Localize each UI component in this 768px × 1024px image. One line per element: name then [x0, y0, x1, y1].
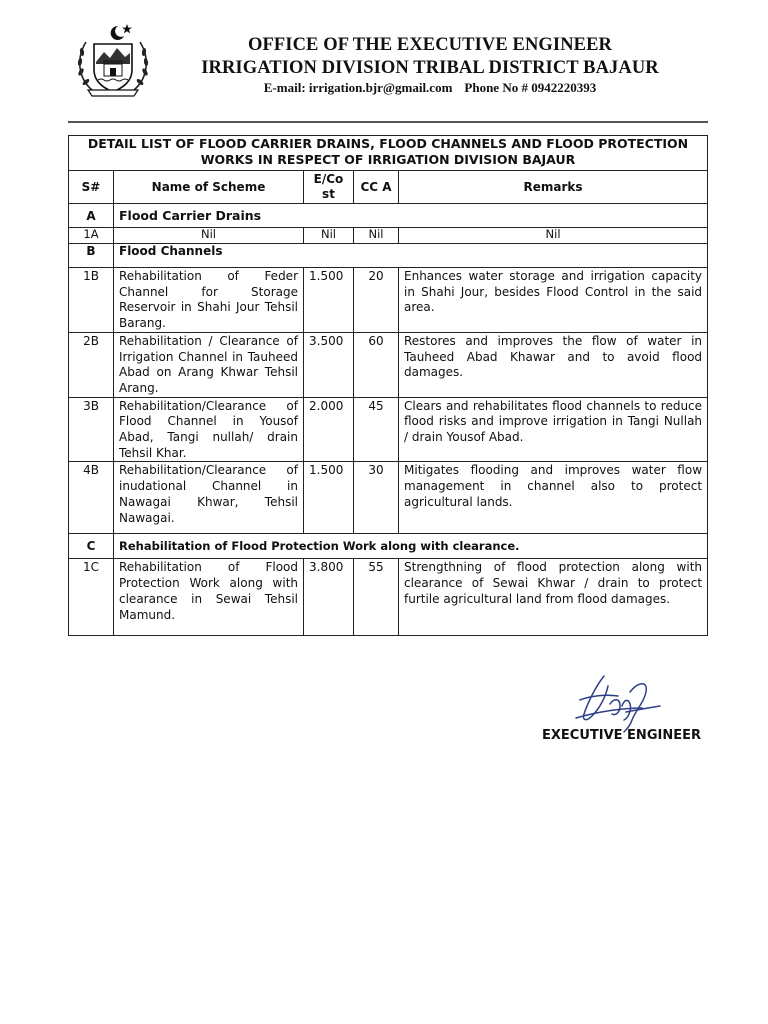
column-header-name: Name of Scheme — [114, 171, 304, 204]
office-heading: OFFICE OF THE EXECUTIVE ENGINEER — [247, 35, 612, 55]
table-row — [69, 268, 708, 333]
cell-sn: 1B — [69, 268, 114, 333]
cell-cost: 3.500 — [304, 332, 354, 397]
contact-line — [150, 80, 710, 96]
table-row — [69, 559, 708, 636]
section-title: Rehabilitation of Flood Protection Work along with clearance. — [114, 534, 708, 559]
cell-name: Rehabilitation of Feder Channel for Storage Reservoir in Shahi Jour Tehsil Barang. — [114, 268, 304, 333]
cell-remarks: Nil — [399, 228, 708, 244]
table-title-row — [69, 136, 708, 171]
section-code: C — [69, 534, 114, 559]
column-header-cost: E/Co st — [304, 171, 354, 204]
column-header-remarks: Remarks — [399, 171, 708, 204]
letterhead-divider — [68, 121, 708, 123]
letterhead — [0, 0, 768, 120]
cell-cca: 20 — [354, 268, 399, 333]
division-heading: IRRIGATION DIVISION TRIBAL DISTRICT BAJAUR — [201, 58, 659, 78]
cell-name: Rehabilitation/Clearance of inudational Channel in Nawagai Khwar, Tehsil Nawagai. — [114, 462, 304, 534]
cell-sn: 2B — [69, 332, 114, 397]
cell-sn: 1C — [69, 559, 114, 636]
cell-cca: 30 — [354, 462, 399, 534]
document-title: DETAIL LIST OF FLOOD CARRIER DRAINS, FLOOD CHANNELS AND FLOOD PROTECTION WORKS IN RESPECT OF IRRIGATION DIVISION BAJAUR — [69, 136, 708, 171]
cell-sn: 3B — [69, 397, 114, 462]
cell-cca: 55 — [354, 559, 399, 636]
table-row — [69, 462, 708, 534]
cell-cost: Nil — [304, 228, 354, 244]
section-row-b — [69, 244, 708, 268]
phone-text: Phone No # 0942220393 — [464, 80, 597, 95]
table-row — [69, 332, 708, 397]
cell-cca: Nil — [354, 228, 399, 244]
section-title: Flood Channels — [114, 244, 708, 268]
cell-remarks: Enhances water storage and irrigation capacity in Shahi Jour, besides Flood Control in the said area. — [399, 268, 708, 333]
cell-remarks: Clears and rehabilitates flood channels to reduce flood risks and improve irrigation in Tangi Nullah / drain Yousof Abad. — [399, 397, 708, 462]
cell-name: Rehabilitation of Flood Protection Work along with clearance in Sewai Tehsil Mamund. — [114, 559, 304, 636]
cell-cca: 60 — [354, 332, 399, 397]
column-header-sn: S# — [69, 171, 114, 204]
government-emblem-icon — [72, 20, 154, 102]
signature-image — [566, 668, 666, 734]
cell-remarks: Mitigates flooding and improves water flow management in channel also to protect agricultural lands. — [399, 462, 708, 534]
column-header-cca: CC A — [354, 171, 399, 204]
cell-name: Rehabilitation/Clearance of Flood Channel in Yousof Abad, Tangi nullah/ drain Tehsil Khar. — [114, 397, 304, 462]
executive-engineer-designation: EXECUTIVE ENGINEER — [542, 728, 701, 743]
section-row-c — [69, 534, 708, 559]
cell-cca: 45 — [354, 397, 399, 462]
email-text: E-mail: irrigation.bjr@gmail.com — [263, 80, 453, 95]
section-code: B — [69, 244, 114, 268]
table-row — [69, 397, 708, 462]
section-code: A — [69, 204, 114, 228]
cell-cost: 3.800 — [304, 559, 354, 636]
schemes-table — [68, 135, 708, 636]
cell-cost: 2.000 — [304, 397, 354, 462]
cell-cost: 1.500 — [304, 268, 354, 333]
table-header-row — [69, 171, 708, 204]
cell-sn: 4B — [69, 462, 114, 534]
cell-name: Nil — [114, 228, 304, 244]
cell-sn: 1A — [69, 228, 114, 244]
cell-remarks: Restores and improves the flow of water in Tauheed Abad Khawar and to avoid flood damages. — [399, 332, 708, 397]
cell-cost: 1.500 — [304, 462, 354, 534]
section-row-a — [69, 204, 708, 228]
section-title: Flood Carrier Drains — [114, 204, 708, 228]
table-row — [69, 228, 708, 244]
cell-name: Rehabilitation / Clearance of Irrigation Channel in Tauheed Abad on Arang Khwar Tehsil Arang. — [114, 332, 304, 397]
cell-remarks: Strengthning of flood protection along with clearance of Sewai Khwar / drain to protect furtile agricultural land from flood damages. — [399, 559, 708, 636]
